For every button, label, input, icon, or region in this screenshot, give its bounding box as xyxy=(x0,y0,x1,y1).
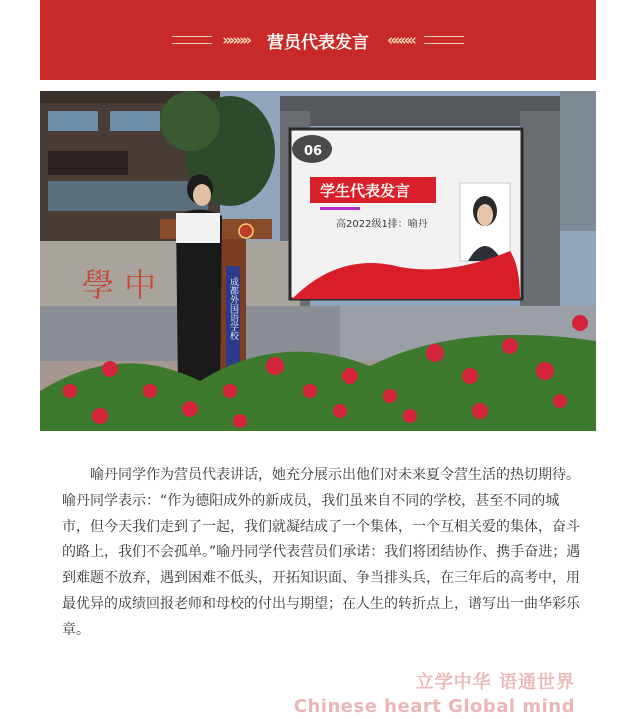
section-title: 营员代表发言 xyxy=(267,32,369,53)
right-decorative-line xyxy=(424,36,464,44)
section-header-banner xyxy=(40,0,596,80)
right-chevrons-icon: «««« xyxy=(387,31,414,49)
slogan-chinese: 立学中华 语通世界 xyxy=(415,672,575,693)
left-decorative-line xyxy=(172,36,212,44)
podium-text: 成都外国语学校 xyxy=(228,277,238,340)
wall-characters: 學 中 xyxy=(82,266,157,304)
banner-content xyxy=(172,28,464,53)
screen-number: 06 xyxy=(304,144,323,159)
article-paragraph: 喻丹同学作为营员代表讲话，她充分展示出他们对未来夏令营生活的热切期待。喻丹同学表示：“作为德阳成外的新成员，我们虽来自不同的学校，甚至不同的城市，但今天我们走到了一起，我们就凝结成了一个集体，一个互相关爱的集体，奋斗的路上，我们不会孤单。”喻丹同学代表营员们承诺：我们将团结协作、携手奋进；遇到难题不放弃，遇到困难不低头，开拓知识面、争当排头兵，在三年后的高考中，用最优异的成绩回报老师和母校的付出与期望；在人生的转折点上，谱写出一曲华彩乐章。 xyxy=(62,467,581,638)
event-photo xyxy=(40,91,596,431)
screen-title: 学生代表发言 xyxy=(320,182,411,200)
screen-subtitle: 高2022级1排：喻丹 xyxy=(336,219,428,230)
left-chevrons-icon: »»»» xyxy=(222,31,249,49)
slogan-english: Chinese heart Global mind xyxy=(293,696,575,717)
